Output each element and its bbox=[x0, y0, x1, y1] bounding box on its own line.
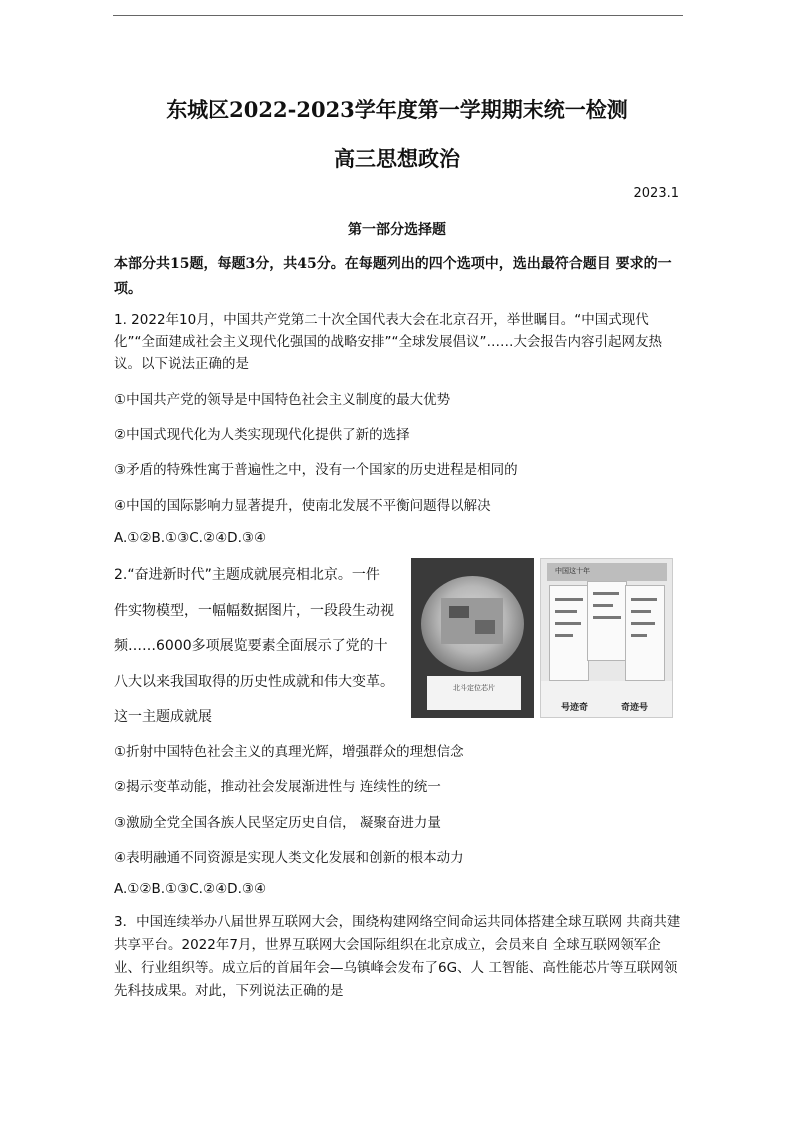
question-2-option-3: ③激励全党全国各族人民坚定历史自信， 凝聚奋进力量 bbox=[114, 815, 441, 831]
section-instruction: 本部分共15题，每题3分，共45分。在每题列出的四个选项中，选出最符合题目 要求的一项。 bbox=[114, 256, 672, 297]
placard-text: 北斗定位芯片 bbox=[453, 684, 495, 692]
booth-header bbox=[547, 563, 667, 581]
chip-pattern bbox=[441, 598, 503, 644]
question-2-option-2: ②揭示变革动能，推动社会发展渐进性与 连续性的统一 bbox=[114, 779, 441, 795]
question-2-stem-line: 频……6000多项展览要素全面展示了党的十 bbox=[114, 638, 388, 654]
question-2-stem-line: 2.“奋进新时代”主题成就展亮相北京。一件 bbox=[114, 567, 380, 583]
exam-subtitle: 高三思想政治 bbox=[334, 146, 460, 171]
question-1-option-2: ②中国式现代化为人类实现现代化提供了新的选择 bbox=[114, 427, 410, 443]
crystal-model-photo bbox=[411, 558, 534, 718]
question-2-stem-line: 这一主题成就展 bbox=[114, 709, 212, 725]
header-rule bbox=[113, 15, 683, 16]
question-3-stem: 3．中国连续举办八届世界互联网大会，围绕构建网络空间命运共同体搭建全球互联网 共商共建共享平台。2022年7月，世界互联网大会国际组织在北京成立，会员来自 全球互联网领军企业、行业组织等。成立后的首届年会—乌镇峰会发布了6G、人 工智能、高性能芯片等互联网领先科技成果。对此，下列说法正确的是 bbox=[114, 914, 681, 999]
question-1-option-4: ④中国的国际影响力显著提升，使南北发展不平衡问题得以解决 bbox=[114, 498, 491, 514]
display-panel bbox=[625, 585, 665, 681]
booth-label: 号迹奇 bbox=[561, 703, 589, 713]
booth-header-text: 中国这十年 bbox=[555, 567, 590, 575]
display-panel bbox=[549, 585, 589, 681]
question-2-option-1: ①折射中国特色社会主义的真理光辉，增强群众的理想信念 bbox=[114, 744, 464, 760]
question-2-stem-line: 件实物模型，一幅幅数据图片，一段段生动视 bbox=[114, 602, 394, 619]
question-2-option-4: ④表明融通不同资源是实现人类文化发展和创新的根本动力 bbox=[114, 850, 464, 866]
display-panel bbox=[587, 581, 627, 661]
exhibition-booth-photo bbox=[540, 558, 673, 718]
question-2-choices: A.①②B.①③C.②④D.③④ bbox=[114, 881, 267, 897]
crystal-disc bbox=[421, 576, 524, 672]
question-2-stem bbox=[114, 564, 414, 742]
question-1-option-1: ①中国共产党的领导是中国特色社会主义制度的最大优势 bbox=[114, 392, 451, 408]
question-1-option-3: ③矛盾的特殊性寓于普遍性之中，没有一个国家的历史进程是相同的 bbox=[114, 462, 518, 478]
question-1-choices: A.①②B.①③C.②④D.③④ bbox=[114, 530, 267, 546]
exam-date: 2023.1 bbox=[633, 186, 679, 201]
question-1-stem: 1. 2022年10月，中国共产党第二十次全国代表大会在北京召开，举世瞩目。“中国式现代化”“全面建成社会主义现代化强国的战略安排”“全球发展倡议”……大会报告内容引起网友热议。以下说法正确的是 bbox=[114, 312, 662, 372]
question-2-stem-line: 八大以来我国取得的历史性成就和伟大变革。 bbox=[114, 673, 394, 690]
exam-title: 东城区2022-2023学年度第一学期期末统一检测 bbox=[166, 97, 628, 122]
exhibit-placard bbox=[427, 676, 521, 710]
section-heading: 第一部分选择题 bbox=[348, 222, 446, 238]
booth-label: 奇迹号 bbox=[621, 703, 649, 713]
